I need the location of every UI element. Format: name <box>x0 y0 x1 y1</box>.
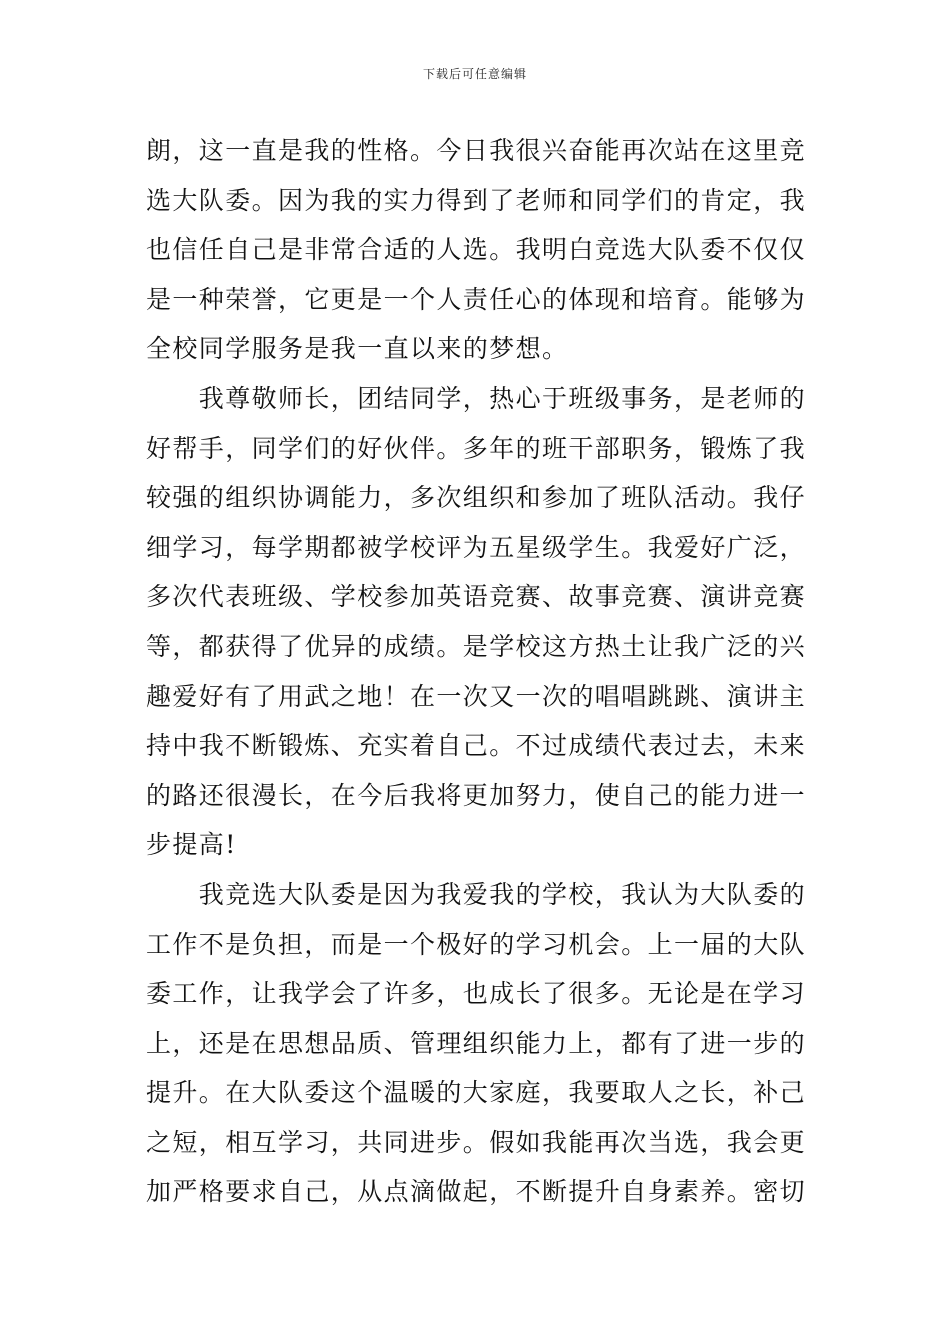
text-line: 多次代表班级、学校参加英语竞赛、故事竞赛、演讲竞赛 <box>146 582 807 612</box>
page-header: 下载后可任意编辑 <box>422 67 527 81</box>
text-line: 的路还很漫长，在今后我将更加努力，使自己的能力进一 <box>146 780 807 810</box>
text-line: 朗，这一直是我的性格。今日我很兴奋能再次站在这里竞 <box>146 136 807 165</box>
text-line: 好帮手，同学们的好伙伴。多年的班干部职务，锻炼了我 <box>146 433 807 463</box>
text-line: 委工作，让我学会了许多，也成长了很多。无论是在学习 <box>146 979 807 1009</box>
text-line: 趣爱好有了用武之地！在一次又一次的唱唱跳跳、演讲主 <box>146 681 807 711</box>
text-line: 我尊敬师长，团结同学，热心于班级事务，是老师的 <box>146 383 807 413</box>
document-body <box>146 126 810 1217</box>
text-line: 持中我不断锻炼、充实着自己。不过成绩代表过去，未来 <box>146 731 807 761</box>
text-line: 加严格要求自己，从点滴做起，不断提升自身素养。密切 <box>146 1177 807 1207</box>
text-line: 全校同学服务是我一直以来的梦想。 <box>146 334 569 364</box>
text-line: 我竞选大队委是因为我爱我的学校，我认为大队委的 <box>146 879 807 909</box>
text-line: 之短，相互学习，共同进步。假如我能再次当选，我会更 <box>146 1127 807 1157</box>
text-line: 较强的组织协调能力，多次组织和参加了班队活动。我仔 <box>146 483 807 513</box>
text-line: 选大队委。因为我的实力得到了老师和同学们的肯定，我 <box>146 185 807 215</box>
text-line: 步提高! <box>146 830 237 860</box>
text-line: 等，都获得了优异的成绩。是学校这方热土让我广泛的兴 <box>146 631 807 661</box>
text-line: 提升。在大队委这个温暖的大家庭，我要取人之长，补己 <box>146 1078 807 1108</box>
text-line: 上，还是在思想品质、管理组织能力上，都有了进一步的 <box>146 1028 807 1058</box>
text-line: 是一种荣誉，它更是一个人责任心的体现和培育。能够为 <box>146 284 807 314</box>
text-line: 工作不是负担，而是一个极好的学习机会。上一届的大队 <box>146 929 807 959</box>
text-line: 细学习，每学期都被学校评为五星级学生。我爱好广泛， <box>146 532 807 562</box>
text-line: 也信任自己是非常合适的人选。我明白竞选大队委不仅仅 <box>146 235 807 265</box>
